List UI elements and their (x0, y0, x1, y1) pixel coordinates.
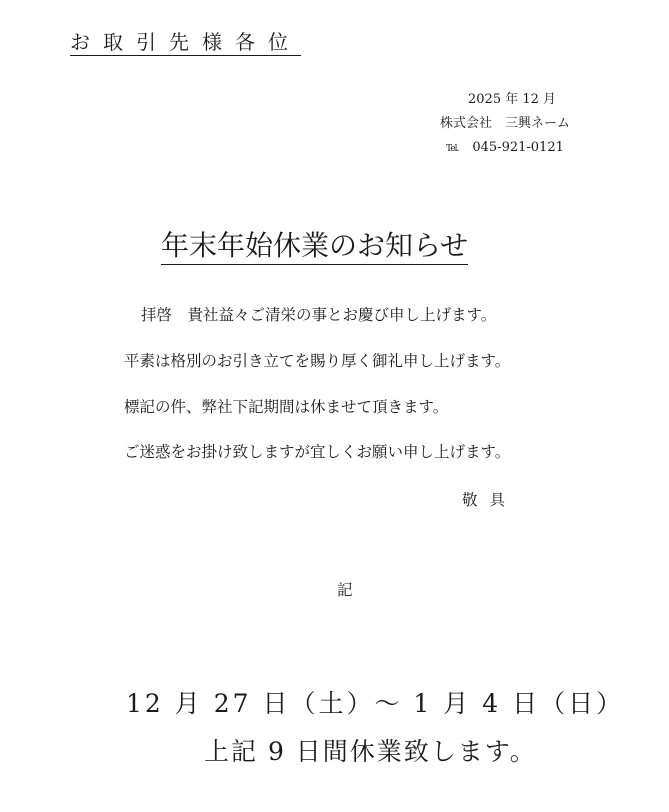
phone-row (440, 136, 570, 161)
body-line-1: 拝啓 貴社益々ご清栄の事とお慶び申し上げます。 (141, 306, 497, 324)
holiday-period: 12 月 27 日（土）～ 1 月 4 日（日） (126, 689, 625, 718)
company-name: 株式会社 三興ネーム (440, 116, 571, 131)
body-line-4: ご迷惑をお掛け致しますが宜しくお願い申し上げます。 (124, 443, 511, 461)
issue-date: 2025 年 12 月 (468, 92, 557, 107)
ki-heading: 記 (337, 581, 353, 599)
addressee: お取引先様各位 (70, 30, 301, 54)
body-line-2: 平素は格別のお引き立てを賜り厚く御礼申し上げます。 (124, 352, 511, 370)
body-line-3: 標記の件、弊社下記期間は休ませて頂きます。 (124, 398, 449, 416)
phone-number: 045-921-0121 (472, 140, 564, 155)
notice-title: 年末年始休業のお知らせ (161, 228, 468, 265)
closing-phrase: 敬具 (462, 491, 518, 509)
tel-mark: Tel. (446, 144, 459, 154)
holiday-summary: 上記 9 日間休業致します。 (204, 737, 537, 766)
sender-block (440, 88, 570, 161)
